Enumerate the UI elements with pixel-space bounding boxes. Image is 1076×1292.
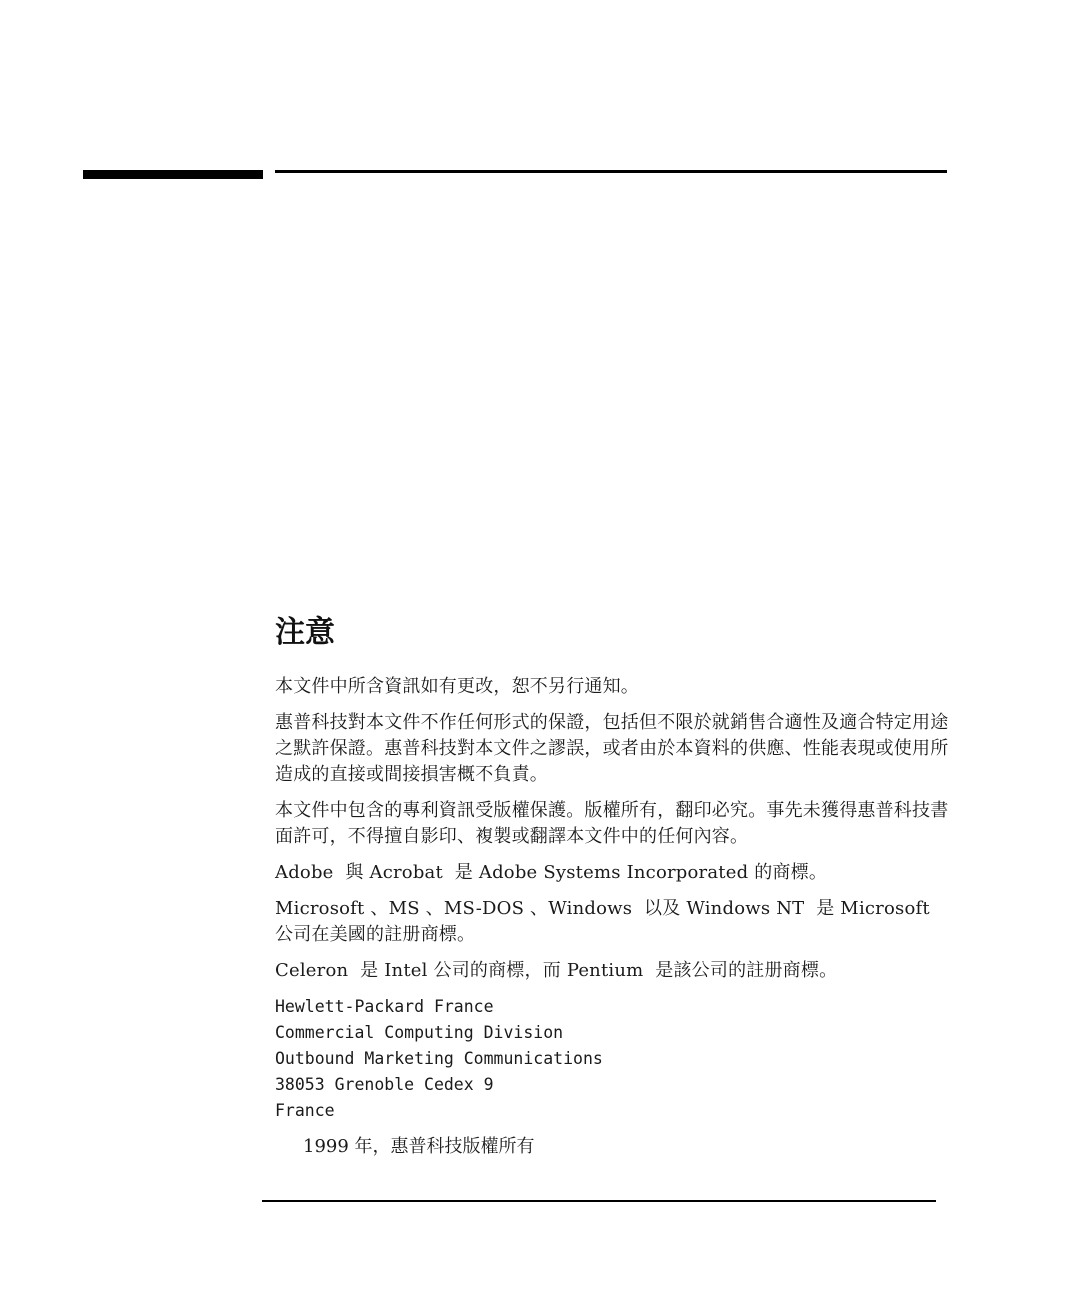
- notice-paragraph-warranty: 惠普科技對本文件不作任何形式的保證，包括但不限於就銷售合適性及適合特定用途之默許保證。惠普科技對本文件之謬誤，或者由於本資料的供應、性能表現或使用所造成的直接或間接損害概不負責。: [275, 712, 949, 785]
- copyright-notice: 1999 年，惠普科技版權所有: [303, 1136, 535, 1157]
- header-rule: [275, 170, 947, 173]
- header-thick-rule: [83, 170, 263, 179]
- trademark-intel: Celeron 是 Intel 公司的商標，而 Pentium 是該公司的註册商標。: [275, 960, 838, 981]
- notice-heading: 注意: [275, 615, 335, 650]
- address-line: France: [275, 1101, 335, 1120]
- trademark-adobe: Adobe 與 Acrobat 是 Adobe Systems Incorporated 的商標。: [275, 862, 828, 883]
- trademark-microsoft: Microsoft 、MS 、MS-DOS 、Windows 以及 Windows NT 是 Microsoft 公司在美國的註册商標。: [275, 898, 936, 945]
- company-address: [275, 994, 950, 1124]
- address-line: Outbound Marketing Communications: [275, 1049, 603, 1068]
- notice-paragraph-copyright: 本文件中包含的專利資訊受版權保護。版權所有，翻印必究。事先未獲得惠普科技書面許可，不得擅自影印、複製或翻譯本文件中的任何內容。: [275, 800, 949, 847]
- footer-rule: [262, 1200, 936, 1202]
- address-line: 38053 Grenoble Cedex 9: [275, 1075, 494, 1094]
- address-line: Hewlett-Packard France: [275, 997, 494, 1016]
- notice-section: [275, 612, 950, 1160]
- notice-paragraph-change: 本文件中所含資訊如有更改，恕不另行通知。: [275, 676, 639, 697]
- address-line: Commercial Computing Division: [275, 1023, 564, 1042]
